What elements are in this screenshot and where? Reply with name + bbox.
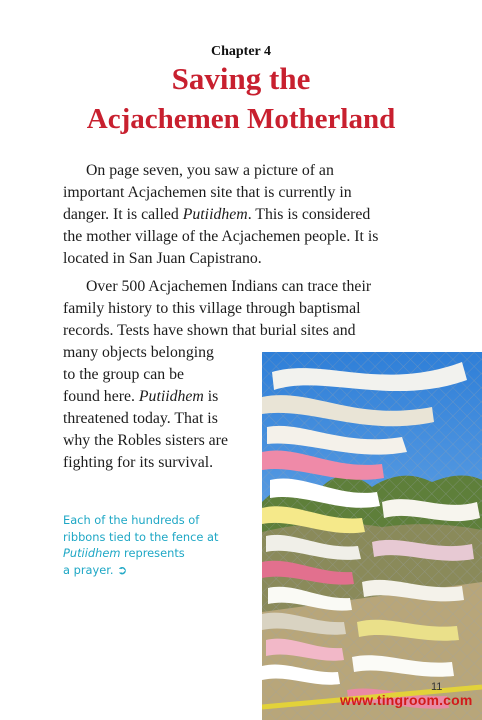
- text-line: On page seven, you saw a picture of an: [86, 162, 334, 179]
- chapter-label: Chapter 4: [210, 44, 272, 59]
- text-line: threatened today. That is: [63, 410, 218, 427]
- text-line: to the group can be: [63, 366, 185, 383]
- text-line: many objects belonging: [63, 344, 214, 361]
- ribbon-fence-illustration: [262, 352, 482, 720]
- text-line: records. Tests have shown that burial sites and: [63, 322, 356, 339]
- text-run: represents: [120, 546, 185, 560]
- text-line: important Acjachemen site that is currently in: [63, 184, 352, 201]
- caption-line: ribbons tied to the fence at: [63, 529, 219, 544]
- place-name: Putiidhem: [138, 388, 204, 405]
- caption-line: [63, 545, 263, 562]
- text-line: family history to this village through baptismal: [63, 300, 361, 317]
- text-line: [63, 204, 378, 226]
- text-line: the mother village of the Acjachemen people. It is: [63, 228, 379, 245]
- paragraph-1: [63, 160, 378, 270]
- chapter-title-line-1: Saving the: [171, 61, 311, 96]
- text-run: found here.: [63, 388, 139, 405]
- page-number: 11: [431, 681, 443, 693]
- text-line: why the Robles sisters are: [63, 432, 228, 449]
- text-line: fighting for its survival.: [63, 454, 214, 471]
- text-line: located in San Juan Capistrano.: [63, 250, 262, 267]
- text-run: danger. It is called: [63, 206, 183, 223]
- photo-caption: [63, 512, 263, 578]
- caption-line: Each of the hundreds of: [63, 513, 200, 527]
- text-run: is: [203, 388, 219, 405]
- text-line: Over 500 Acjachemen Indians can trace their: [86, 278, 372, 295]
- caption-line: [63, 562, 263, 579]
- place-name: Putiidhem: [63, 546, 121, 560]
- chapter-title-line-2: Acjachemen Motherland: [86, 103, 396, 135]
- text-run: a prayer.: [63, 562, 114, 577]
- arrow-right-icon: ➲: [117, 562, 128, 577]
- watermark: www.tingroom.com: [340, 692, 473, 708]
- ribbon-fence-photo: [262, 352, 482, 720]
- place-name: Putiidhem: [182, 206, 248, 223]
- text-run: . This is considered: [247, 206, 371, 223]
